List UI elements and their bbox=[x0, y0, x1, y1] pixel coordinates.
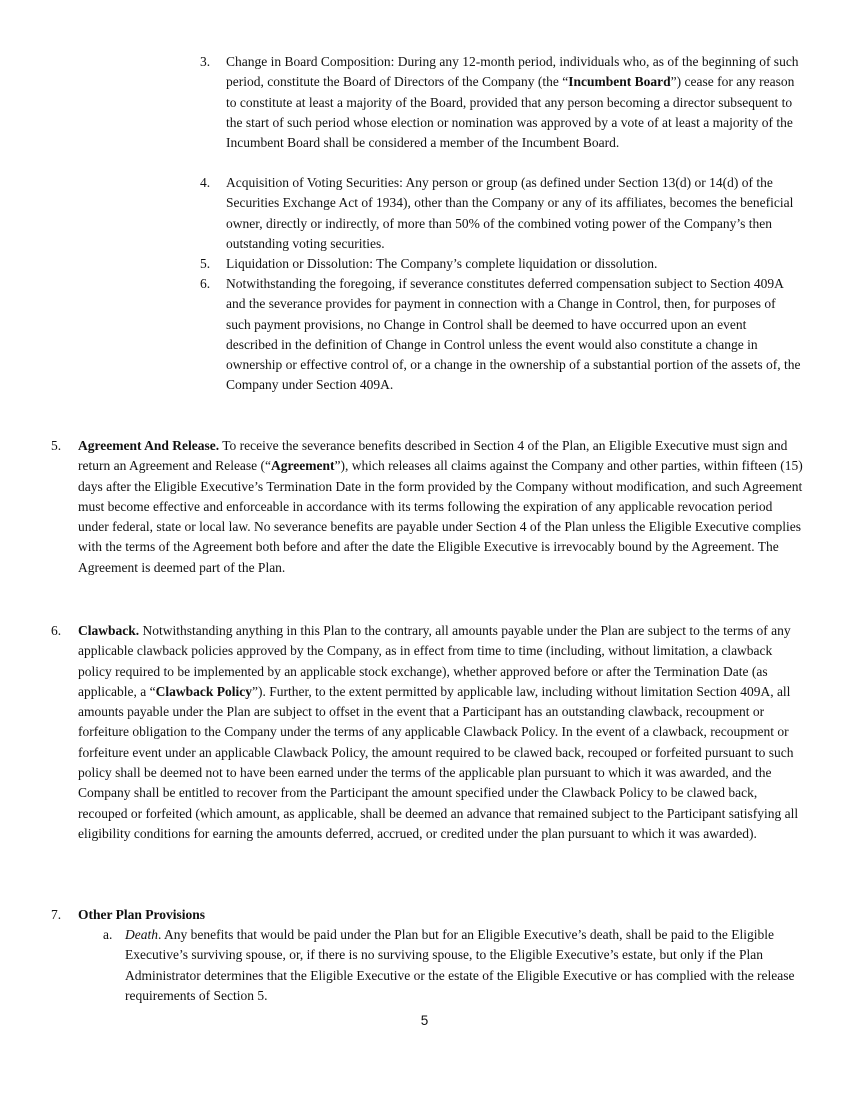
defined-term: Clawback Policy bbox=[155, 683, 252, 699]
section-heading: Other Plan Provisions bbox=[78, 907, 206, 922]
section-number: 6. bbox=[51, 623, 62, 638]
section-number: 7. bbox=[51, 907, 62, 922]
list-item-number: 4. bbox=[200, 175, 211, 190]
list-item bbox=[200, 254, 801, 274]
section-7a bbox=[103, 925, 795, 1006]
section-text: Clawback. Notwithstanding anything in this Plan to the contrary, all amounts payable under the Plan are subject to the terms of any applicable clawback policies approved by the Company, as in effect from time to time (including, without limitation, a clawback policy required to be implemented by an applicable stock exchange), whether approved before or after the Termination Date (as applicable, a “Clawback Policy”). Further, to the extent permitted by applicable law, including without limitation Section 409A, all amounts payable under the Plan are subject to offset in the event that a Participant has an outstanding clawback, recoupment or forfeiture obligation to the Company under the terms of any applicable Clawback Policy. In the event of a clawback, recoupment or forfeiture event under an applicable Clawback Policy, the amount required to be clawed back, recouped or forfeited pursuant to such policy shall be deemed not to have been earned under the terms of the applicable plan pursuant to which it was awarded, and the Company shall be entitled to recover from the Participant the amount specified under the Clawback Policy to be clawed back, recouped or forfeited (which amount, as applicable, shall be deemed an advance that remained subject to the Participant satisfying all eligibility conditions for earning the amounts deferred, accrued, or credited under the plan pursuant to which it was awarded). bbox=[78, 623, 799, 841]
list-item bbox=[200, 52, 801, 153]
page-number: 5 bbox=[420, 1013, 429, 1028]
list-item-text: Death. Any benefits that would be paid under the Plan but for an Eligible Executive’s death, shall be paid to the Eligible Executive’s surviving spouse, or, if there is no surviving spouse, to the Eligible Executive’s estate, but only if the Plan Administrator determines that the Eligible Executive or the estate of the Eligible Executive or has complied with the release requirements of Section 5. bbox=[125, 927, 795, 1003]
section-7 bbox=[51, 905, 804, 925]
item-title: Death bbox=[125, 927, 158, 942]
section-6 bbox=[51, 621, 804, 844]
list-item bbox=[200, 173, 801, 254]
section-text: Agreement And Release. To receive the severance benefits described in Section 4 of the Plan, an Eligible Executive must sign and return an Agreement and Release (“Agreement”), which releases all claims against the Company and other parties, within fifteen (15) days after the Eligible Executive’s Termination Date in the form provided by the Company without modification, and such Agreement must become effective and enforceable in accordance with its terms following the expiration of any applicable revocation period under federal, state or local law. No severance benefits are payable under Section 4 of the Plan unless the Eligible Executive complies with the terms of the Agreement both before and after the date the Eligible Executive is irrevocably bound by the Agreement. The Agreement is deemed part of the Plan. bbox=[78, 438, 803, 575]
defined-term: Agreement bbox=[271, 458, 335, 474]
section-heading: Clawback. bbox=[78, 623, 140, 638]
list-item-number: 3. bbox=[200, 54, 211, 69]
section-heading: Agreement And Release. bbox=[78, 438, 220, 453]
section-number: 5. bbox=[51, 438, 62, 453]
section-text bbox=[78, 905, 804, 925]
list-item-letter: a. bbox=[103, 927, 113, 942]
list-item-text: Acquisition of Voting Securities: Any person or group (as defined under Section 13(d) or 14(d) of the Securities Exchange Act of 1934), other than the Company or any of its affiliates, becomes the beneficial owner, directly or indirectly, of more than 50% of the combined voting power of the Company’s then outstanding voting securities. bbox=[226, 175, 794, 251]
list-item-text: Notwithstanding the foregoing, if severance constitutes deferred compensation subject to Section 409A and the severance provides for payment in connection with a Change in Control, then, for purposes of such payment provisions, no Change in Control shall be deemed to have occurred upon an event described in the definition of Change in Control unless the event would also constitute a change in ownership or effective control of, or a change in the ownership of a substantial portion of the assets of, the Company under Section 409A. bbox=[226, 276, 801, 393]
list-item bbox=[200, 274, 801, 396]
defined-term: Incumbent Board bbox=[568, 74, 671, 90]
list-item-number: 5. bbox=[200, 256, 211, 271]
section-5 bbox=[51, 436, 804, 578]
list-item-text: Liquidation or Dissolution: The Company’s complete liquidation or dissolution. bbox=[226, 256, 658, 271]
list-item-number: 6. bbox=[200, 276, 211, 291]
list-item-text: Change in Board Composition: During any 12-month period, individuals who, as of the beginning of such period, constitute the Board of Directors of the Company (the “Incumbent Board”) cease for any reason to constitute at least a majority of the Board, provided that any person becoming a director subsequent to the start of such period whose election or nomination was approved by a vote of at least a majority of the Incumbent Board shall be considered a member of the Incumbent Board. bbox=[226, 54, 799, 151]
